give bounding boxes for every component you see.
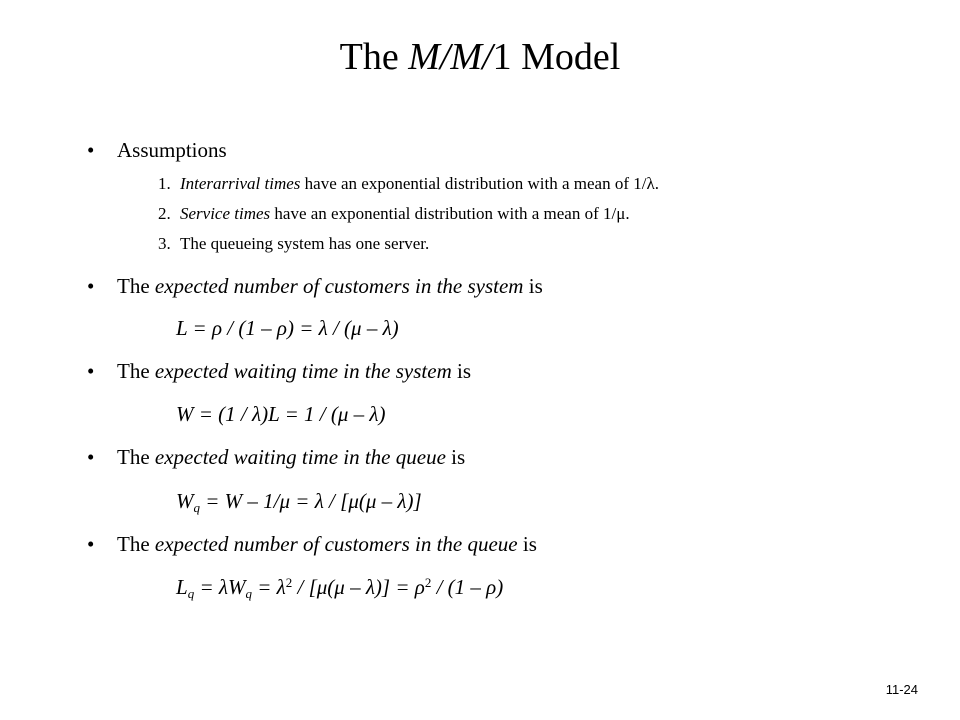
statement-italic: expected number of customers in the system	[154, 274, 524, 298]
item-text: have an exponential distribution with a mean of 1/μ.	[270, 204, 630, 223]
formula-mid: / [μ(μ – λ)] = ρ	[292, 575, 425, 599]
formula-W	[176, 400, 386, 428]
bullet-assumptions	[87, 136, 227, 164]
formula-mid: = λW	[194, 575, 246, 599]
title-italic: M/M/	[408, 36, 493, 78]
formula-var: W	[176, 489, 194, 513]
slide-title	[0, 34, 960, 80]
item-italic: Service times	[180, 204, 271, 223]
statement-post: is	[445, 445, 466, 469]
item-italic: Interarrival times	[180, 174, 301, 193]
bullet-dot: •	[87, 445, 95, 469]
statement-pre: The	[117, 274, 155, 298]
formula-text: L = ρ / (1 – ρ) = λ / (μ – λ)	[176, 316, 399, 340]
title-prefix: The	[339, 36, 409, 78]
formula-sub: q	[187, 586, 195, 601]
assumption-item	[158, 233, 429, 255]
statement-pre: The	[117, 359, 155, 383]
formula-rest: = W – 1/μ = λ / [μ(μ – λ)]	[200, 489, 422, 513]
statement-italic: expected waiting time in the queue	[154, 445, 446, 469]
bullet-expected-waiting-queue	[87, 443, 465, 471]
assumption-item	[158, 203, 630, 225]
formula-Lq	[176, 573, 503, 601]
statement-pre: The	[117, 532, 155, 556]
bullet-expected-customers-system	[87, 272, 543, 300]
title-suffix: 1 Model	[492, 36, 621, 78]
assumptions-heading: Assumptions	[117, 138, 227, 162]
formula-mid: = λ	[251, 575, 286, 599]
assumption-item	[158, 173, 659, 195]
bullet-dot: •	[87, 359, 95, 383]
formula-sub: q	[193, 500, 200, 515]
formula-sub: q	[245, 586, 252, 601]
item-number: 3.	[158, 234, 171, 253]
bullet-dot: •	[87, 138, 95, 162]
item-text: have an exponential distribution with a mean of 1/λ.	[300, 174, 659, 193]
statement-italic: expected waiting time in the system	[154, 359, 452, 383]
bullet-dot: •	[87, 274, 95, 298]
formula-L	[176, 314, 399, 342]
formula-end: / (1 – ρ)	[431, 575, 504, 599]
bullet-expected-waiting-system	[87, 357, 471, 385]
formula-var: L	[176, 575, 188, 599]
page-number: 11-24	[885, 682, 918, 697]
formula-sup: 2	[424, 575, 432, 590]
statement-pre: The	[117, 445, 155, 469]
statement-post: is	[517, 532, 537, 556]
bullet-expected-customers-queue	[87, 530, 537, 558]
item-text: The queueing system has one server.	[180, 234, 430, 253]
item-number: 1.	[158, 174, 171, 193]
formula-text: W = (1 / λ)L = 1 / (μ – λ)	[176, 402, 386, 426]
formula-sup: 2	[285, 575, 293, 590]
statement-post: is	[451, 359, 472, 383]
formula-Wq	[176, 487, 422, 515]
item-number: 2.	[158, 204, 171, 223]
statement-post: is	[523, 274, 543, 298]
bullet-dot: •	[87, 532, 95, 556]
statement-italic: expected number of customers in the queue	[154, 532, 518, 556]
